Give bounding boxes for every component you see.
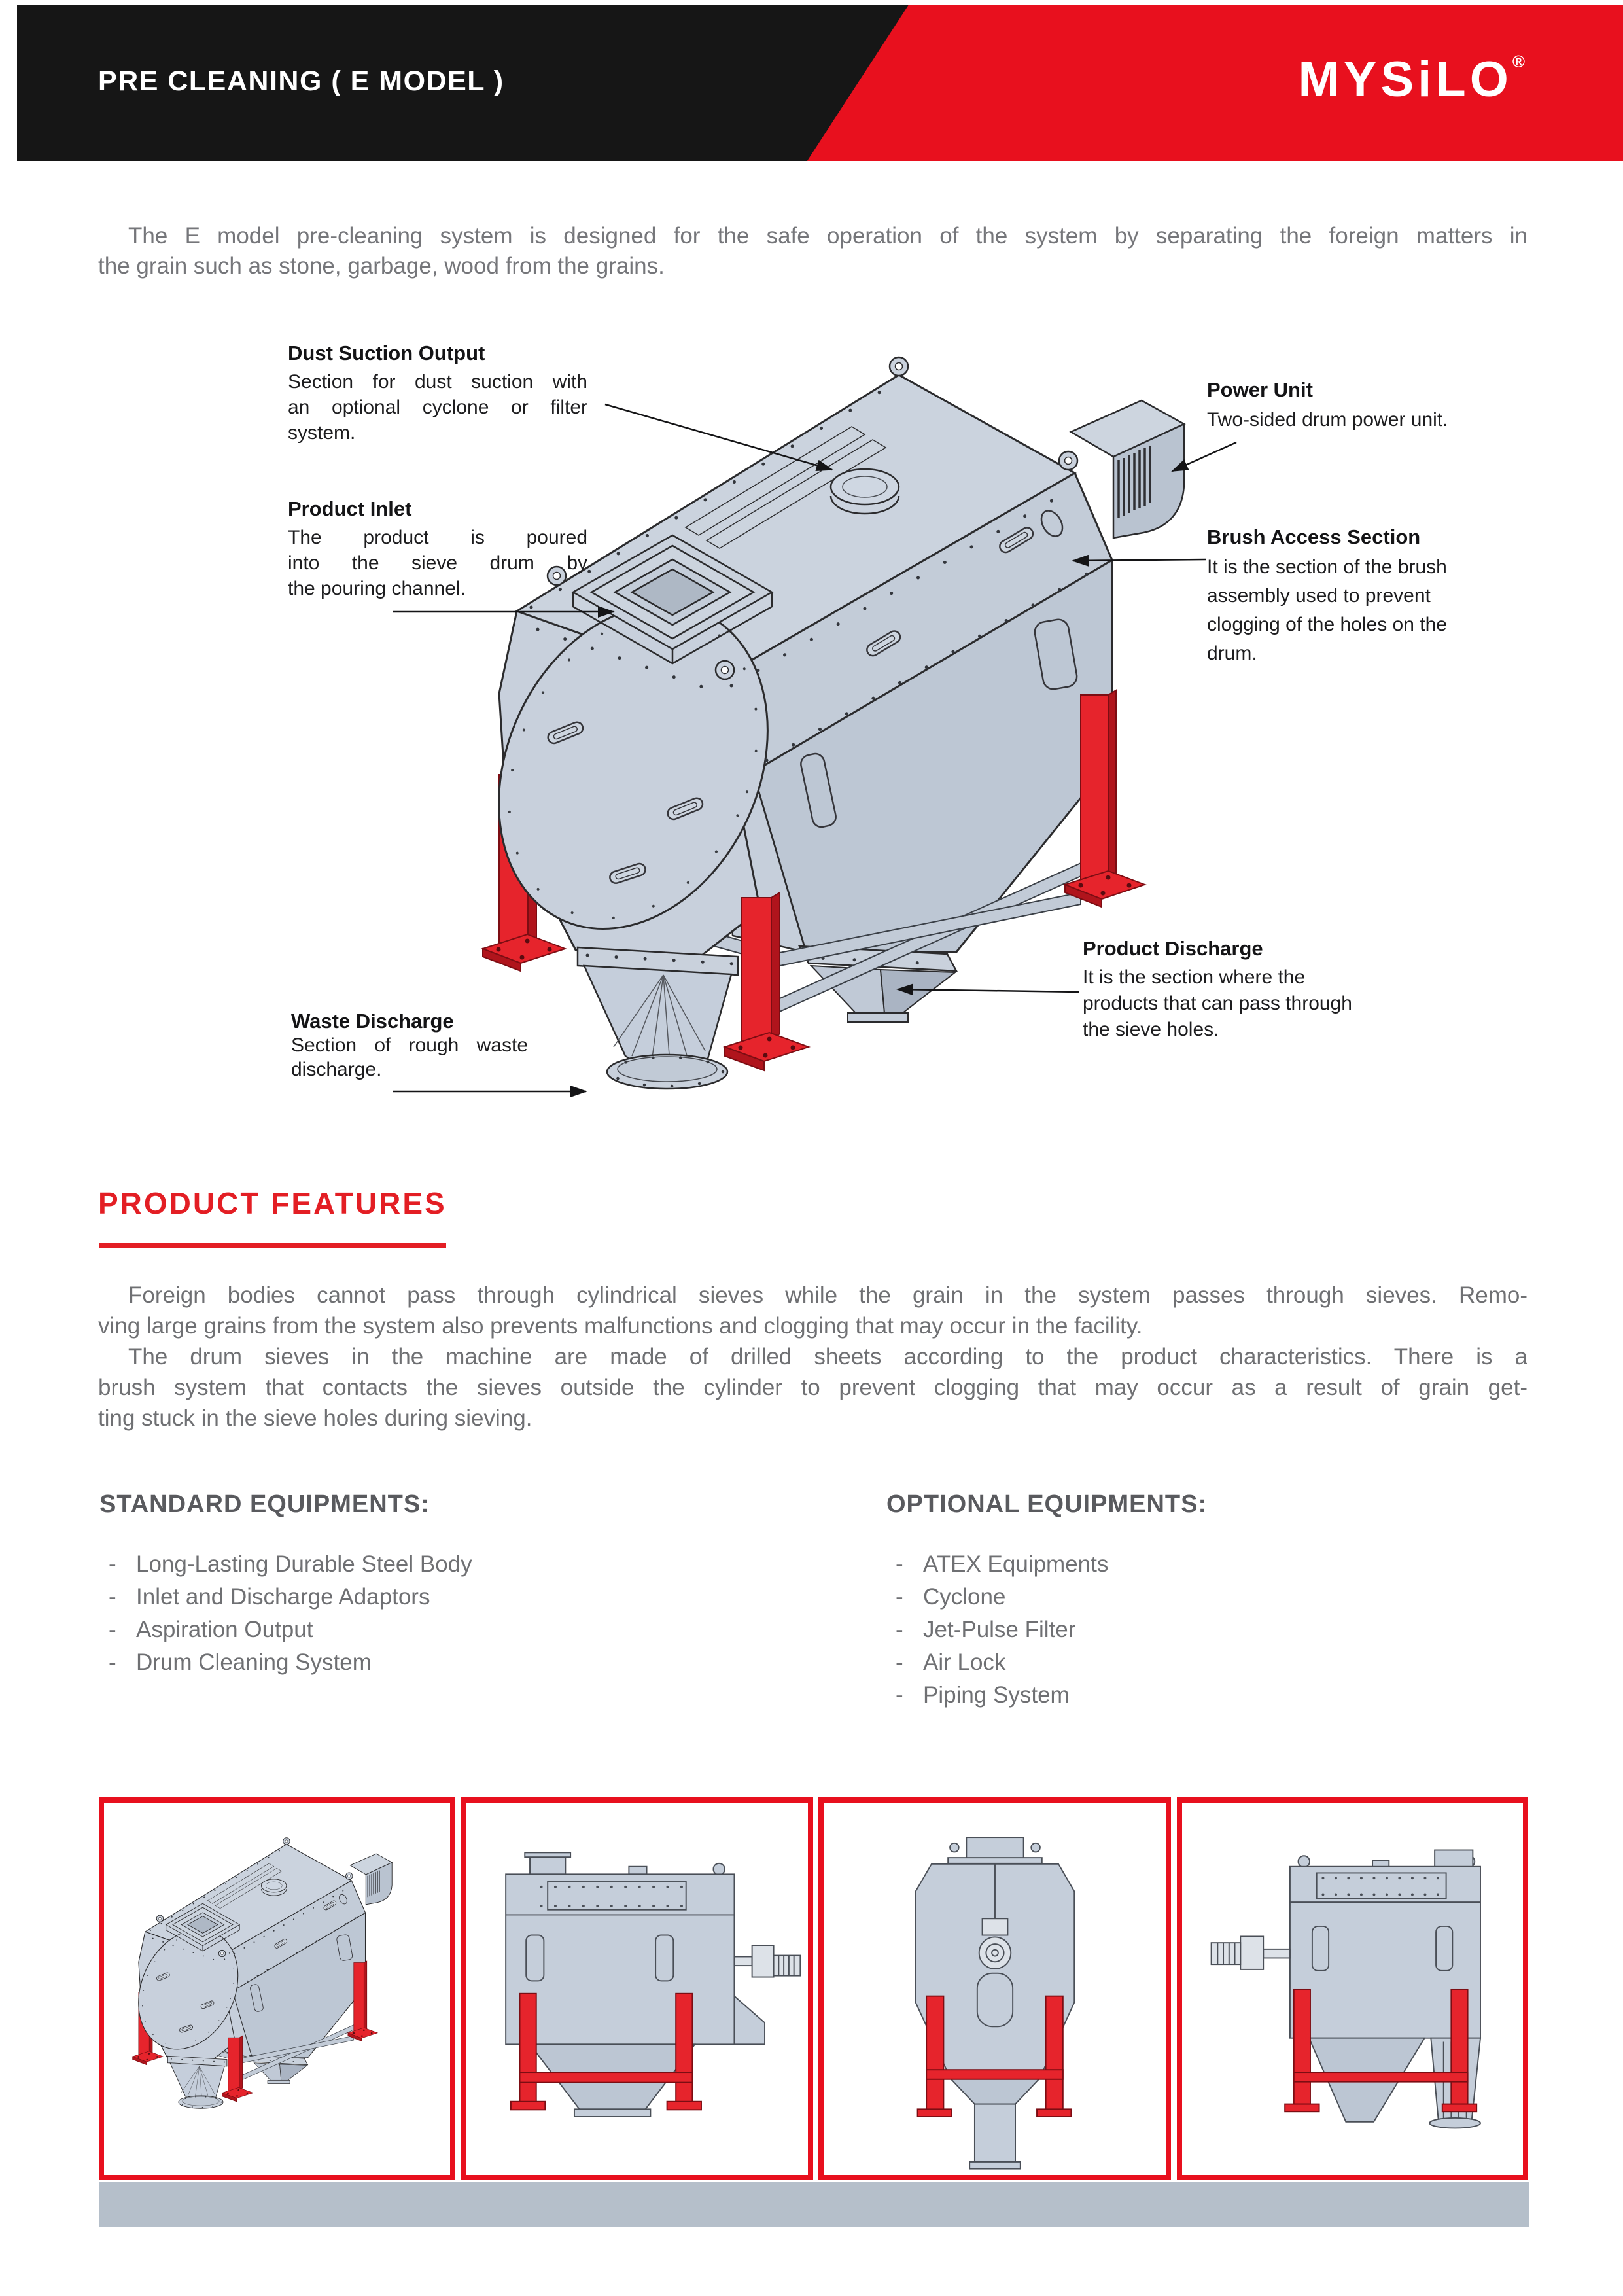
standard-equipments-heading: STANDARD EQUIPMENTS: bbox=[99, 1491, 430, 1518]
label-line: clogging of the holes on the bbox=[1207, 614, 1447, 635]
label-line: into the sieve drum by bbox=[288, 552, 587, 574]
gallery-image-side-right bbox=[461, 1797, 813, 2180]
label-line: products that can pass through bbox=[1083, 993, 1352, 1014]
list-dash: - bbox=[109, 1650, 116, 1675]
gallery-image-front bbox=[818, 1797, 1171, 2180]
footer-bar bbox=[99, 2182, 1529, 2227]
label-line: The product is poured bbox=[288, 527, 587, 548]
label-power-unit bbox=[1207, 378, 1573, 434]
list-item bbox=[886, 1581, 1108, 1614]
waste-cone bbox=[578, 947, 738, 1089]
label-product-discharge bbox=[1083, 937, 1410, 1043]
label-line: the sieve holes. bbox=[1083, 1019, 1219, 1040]
brand-logo-text: MYSiLO bbox=[1298, 52, 1512, 107]
label-title: Waste Discharge bbox=[291, 1010, 454, 1033]
label-line: the pouring channel. bbox=[288, 578, 466, 599]
label-line: Section for dust suction with bbox=[288, 371, 587, 393]
text-line: Foreign bodies cannot pass through cylindrical sieves while the grain in the system passes through sieves. Remo- bbox=[128, 1282, 1527, 1308]
text-line: The drum sieves in the machine are made of drilled sheets according to the product characteristics. There is a bbox=[128, 1344, 1527, 1369]
optional-equipments-heading: OPTIONAL EQUIPMENTS: bbox=[886, 1491, 1208, 1518]
list-item-label: Jet-Pulse Filter bbox=[923, 1617, 1076, 1642]
list-dash: - bbox=[896, 1650, 903, 1675]
label-line: Two-sided drum power unit. bbox=[1207, 409, 1448, 431]
machine-diagram bbox=[393, 340, 1341, 1178]
label-line: an optional cyclone or filter bbox=[288, 397, 587, 418]
machine-illustration bbox=[448, 357, 1184, 1089]
optional-equipments-list bbox=[886, 1548, 1108, 1712]
list-dash: - bbox=[109, 1584, 116, 1610]
list-dash: - bbox=[896, 1551, 903, 1577]
product-features-text bbox=[98, 1280, 1527, 1434]
list-item bbox=[886, 1679, 1108, 1712]
list-dash: - bbox=[896, 1584, 903, 1610]
label-title: Power Unit bbox=[1207, 378, 1313, 401]
label-title: Product Inlet bbox=[288, 497, 412, 520]
label-line: discharge. bbox=[291, 1059, 382, 1080]
list-dash: - bbox=[109, 1617, 116, 1642]
label-waste-discharge bbox=[291, 1010, 528, 1082]
gallery-image-side-left bbox=[1177, 1797, 1528, 2180]
list-item-label: Aspiration Output bbox=[136, 1617, 313, 1642]
list-item-label: Long-Lasting Durable Steel Body bbox=[136, 1551, 472, 1577]
gallery-image-isometric bbox=[99, 1797, 455, 2180]
text-line: ving large grains from the system also prevents malfunctions and clogging that may occur in the facility. bbox=[98, 1313, 1143, 1339]
list-item bbox=[886, 1614, 1108, 1646]
list-item-label: Air Lock bbox=[923, 1650, 1006, 1675]
standard-equipments-list bbox=[99, 1548, 472, 1679]
product-features-heading: PRODUCT FEATURES bbox=[98, 1186, 447, 1220]
list-dash: - bbox=[896, 1617, 903, 1642]
heading-underline bbox=[99, 1243, 446, 1248]
machine-front-view bbox=[824, 1803, 1166, 2175]
label-title: Brush Access Section bbox=[1207, 525, 1421, 548]
machine-side-view-drive-right bbox=[466, 1803, 808, 2175]
label-line: system. bbox=[288, 422, 356, 444]
label-line: Section of rough waste bbox=[291, 1034, 528, 1056]
registered-trademark-icon: ® bbox=[1512, 52, 1525, 71]
list-item bbox=[99, 1646, 472, 1679]
list-item-label: Cyclone bbox=[923, 1584, 1006, 1610]
list-dash: - bbox=[896, 1682, 903, 1708]
header bbox=[17, 5, 1623, 161]
text-line: the grain such as stone, garbage, wood from the grains. bbox=[98, 253, 665, 279]
label-line: It is the section of the brush bbox=[1207, 556, 1447, 578]
list-item bbox=[99, 1548, 472, 1581]
list-item bbox=[886, 1646, 1108, 1679]
list-item-label: Piping System bbox=[923, 1682, 1070, 1708]
text-line: ting stuck in the sieve holes during sieving. bbox=[98, 1405, 532, 1431]
list-item-label: Drum Cleaning System bbox=[136, 1650, 372, 1675]
label-title: Dust Suction Output bbox=[288, 342, 485, 364]
label-brush-access-section bbox=[1207, 525, 1514, 668]
label-product-inlet bbox=[288, 497, 587, 601]
text-line: brush system that contacts the sieves outside the cylinder to prevent clogging that may occur as a result of grain get- bbox=[98, 1375, 1527, 1400]
list-item bbox=[886, 1548, 1108, 1581]
label-line: assembly used to prevent bbox=[1207, 585, 1431, 607]
list-item-label: ATEX Equipments bbox=[923, 1551, 1109, 1577]
label-dust-suction-output bbox=[288, 342, 587, 446]
label-line: drum. bbox=[1207, 643, 1257, 664]
page-title: PRE CLEANING ( E MODEL ) bbox=[98, 65, 504, 97]
list-dash: - bbox=[109, 1551, 116, 1577]
text-line: The E model pre-cleaning system is designed for the safe operation of the system by separating the foreign matters in bbox=[128, 223, 1527, 249]
intro-paragraph bbox=[98, 221, 1527, 281]
label-title: Product Discharge bbox=[1083, 937, 1263, 960]
machine-isometric-render bbox=[104, 1803, 450, 2175]
machine-side-view-drive-left bbox=[1182, 1803, 1523, 2175]
list-item-label: Inlet and Discharge Adaptors bbox=[136, 1584, 430, 1610]
brand-logo bbox=[1298, 51, 1525, 108]
label-line: It is the section where the bbox=[1083, 966, 1306, 988]
list-item bbox=[99, 1614, 472, 1646]
list-item bbox=[99, 1581, 472, 1614]
